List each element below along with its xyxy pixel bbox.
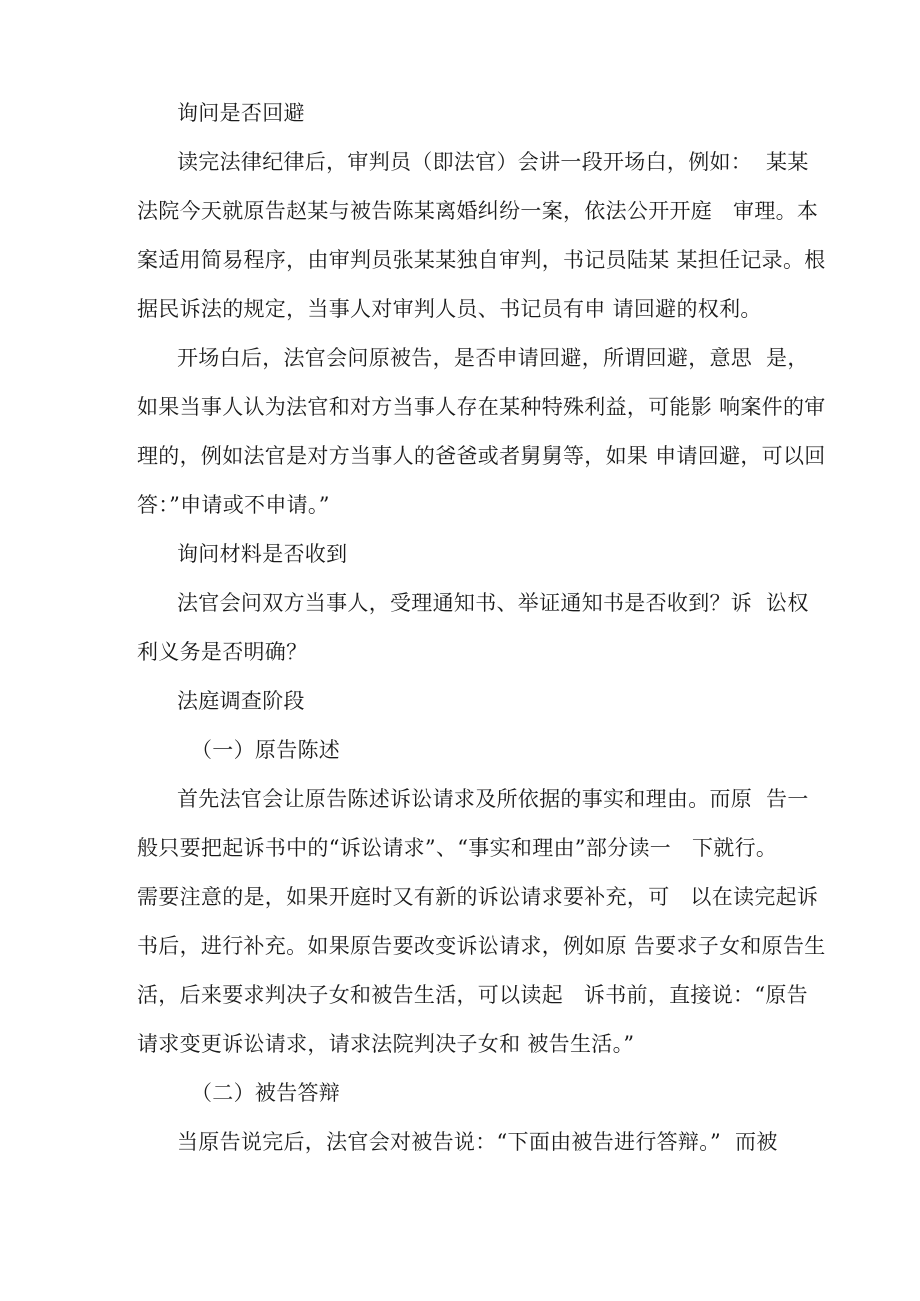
paragraph-line: 如果当事人认为法官和对方当事人存在某种特殊利益，可能影 响案件的审 [137, 395, 826, 419]
paragraph-line: 法官会问双方当事人，受理通知书、举证通知书是否收到？诉 讼权 [177, 591, 809, 615]
paragraph-line: 理的，例如法官是对方当事人的爸爸或者舅舅等，如果 申请回避，可以回 [137, 444, 826, 468]
paragraph-line: 书后，进行补充。如果原告要改变诉讼请求，例如原 告要求子女和原告生 [137, 934, 826, 958]
section-heading-materials: 询问材料是否收到 [177, 542, 348, 566]
paragraph-line: 当原告说完后，法官会对被告说：“下面由被告进行答辩。” 而被 [177, 1130, 778, 1154]
paragraph-line: 法院今天就原告赵某与被告陈某离婚纠纷一案，依法公开开庭 审理。本 [137, 199, 819, 223]
section-heading-recusal: 询问是否回避 [177, 101, 305, 125]
paragraph-line: 需要注意的是，如果开庭时又有新的诉讼请求要补充，可 以在读完起诉 [137, 885, 819, 909]
paragraph-line: 答：”申请或不申请。” [137, 493, 330, 517]
paragraph-line: 活，后来要求判决子女和被告生活，可以读起 诉书前，直接说：“原告 [137, 983, 808, 1007]
section-heading-investigation: 法庭调查阶段 [177, 689, 305, 713]
paragraph-line: 读完法律纪律后，审判员（即法官）会讲一段开场白，例如： 某某 [177, 150, 809, 174]
subheading-defendant-reply: （二）被告答辩 [191, 1081, 341, 1105]
paragraph-line: 开场白后，法官会问原被告，是否申请回避，所谓回避，意思 是， [177, 346, 809, 370]
paragraph-line: 般只要把起诉书中的“诉讼请求”、“事实和理由”部分读一 下就行。 [137, 836, 778, 860]
paragraph-line: 首先法官会让原告陈述诉讼请求及所依据的事实和理由。而原 告一 [177, 787, 809, 811]
paragraph-line: 案适用简易程序，由审判员张某某独自审判，书记员陆某 某担任记录。根 [137, 248, 826, 272]
paragraph-line: 利义务是否明确？ [137, 640, 308, 664]
paragraph-line: 据民诉法的规定，当事人对审判人员、书记员有申 请回避的权利。 [137, 297, 762, 321]
paragraph-line: 请求变更诉讼请求，请求法院判决子女和 被告生活。” [137, 1032, 635, 1056]
subheading-plaintiff-statement: （一）原告陈述 [191, 738, 341, 762]
